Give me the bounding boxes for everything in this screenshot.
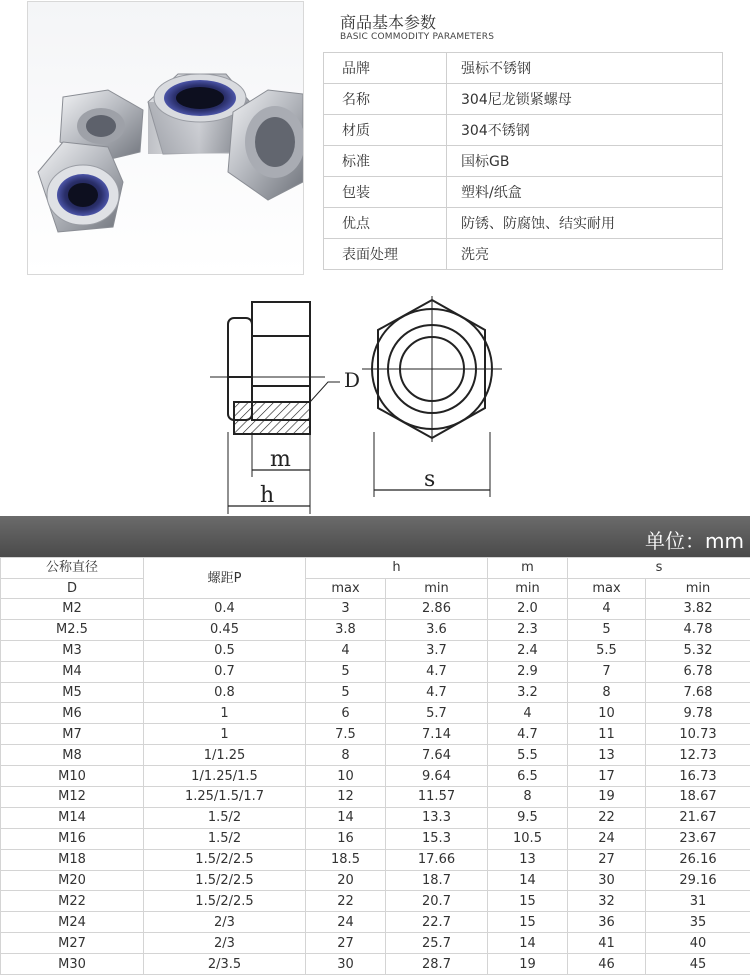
- h-max-cell: 5: [306, 682, 386, 703]
- param-key: 标准: [324, 146, 447, 177]
- s-min-cell: 16.73: [646, 766, 750, 787]
- product-photo: [27, 1, 304, 275]
- param-key: 表面处理: [324, 239, 447, 270]
- s-min-cell: 29.16: [646, 870, 750, 891]
- params-row: [324, 84, 723, 115]
- s-min-cell: 21.67: [646, 807, 750, 828]
- s-min-cell: 6.78: [646, 661, 750, 682]
- size-cell: M5: [1, 682, 144, 703]
- h-min-cell: 9.64: [386, 766, 488, 787]
- table-row: [1, 619, 750, 640]
- size-cell: M2: [1, 599, 144, 620]
- m-min-cell: 8: [488, 787, 568, 808]
- m-min-cell: 5.5: [488, 745, 568, 766]
- s-min-cell: 35: [646, 912, 750, 933]
- s-max-cell: 5: [568, 619, 646, 640]
- pitch-cell: 1.5/2: [144, 807, 306, 828]
- s-max-cell: 19: [568, 787, 646, 808]
- h-max-cell: 12: [306, 787, 386, 808]
- pitch-cell: 2/3: [144, 933, 306, 954]
- h-min-cell: 4.7: [386, 682, 488, 703]
- h-min-cell: 18.7: [386, 870, 488, 891]
- h-max-cell: 14: [306, 807, 386, 828]
- size-cell: M2.5: [1, 619, 144, 640]
- table-row: [1, 745, 750, 766]
- params-subtitle: BASIC COMMODITY PARAMETERS: [340, 32, 494, 42]
- s-min-cell: 18.67: [646, 787, 750, 808]
- table-row: [1, 849, 750, 870]
- params-row: [324, 53, 723, 84]
- m-min-cell: 9.5: [488, 807, 568, 828]
- s-min-cell: 5.32: [646, 640, 750, 661]
- h-min-cell: 15.3: [386, 828, 488, 849]
- s-max-cell: 36: [568, 912, 646, 933]
- h-min-cell: 3.6: [386, 619, 488, 640]
- size-cell: M6: [1, 703, 144, 724]
- pitch-cell: 2/3.5: [144, 954, 306, 975]
- param-value: 洗亮: [447, 239, 723, 270]
- h-min-cell: 20.7: [386, 891, 488, 912]
- pitch-cell: 0.8: [144, 682, 306, 703]
- s-min-cell: 12.73: [646, 745, 750, 766]
- h-max-cell: 20: [306, 870, 386, 891]
- header-h-min: min: [386, 578, 488, 599]
- table-row: [1, 766, 750, 787]
- m-min-cell: 4: [488, 703, 568, 724]
- h-min-cell: 7.64: [386, 745, 488, 766]
- pitch-cell: 1/1.25/1.5: [144, 766, 306, 787]
- s-max-cell: 5.5: [568, 640, 646, 661]
- h-max-cell: 3.8: [306, 619, 386, 640]
- h-min-cell: 2.86: [386, 599, 488, 620]
- unit-label: 单位：mm: [645, 525, 744, 554]
- header-m-min: min: [488, 578, 568, 599]
- s-max-cell: 27: [568, 849, 646, 870]
- param-key: 品牌: [324, 53, 447, 84]
- params-row: [324, 208, 723, 239]
- header-h: h: [306, 558, 488, 579]
- m-min-cell: 14: [488, 933, 568, 954]
- pitch-cell: 1.25/1.5/1.7: [144, 787, 306, 808]
- header-m: m: [488, 558, 568, 579]
- h-min-cell: 7.14: [386, 724, 488, 745]
- s-min-cell: 9.78: [646, 703, 750, 724]
- h-max-cell: 27: [306, 933, 386, 954]
- m-min-cell: 3.2: [488, 682, 568, 703]
- label-D: D: [344, 368, 360, 392]
- s-min-cell: 23.67: [646, 828, 750, 849]
- table-row: [1, 661, 750, 682]
- s-min-cell: 7.68: [646, 682, 750, 703]
- pitch-cell: 0.7: [144, 661, 306, 682]
- h-min-cell: 3.7: [386, 640, 488, 661]
- pitch-cell: 1: [144, 703, 306, 724]
- side-view: [210, 302, 340, 514]
- h-min-cell: 13.3: [386, 807, 488, 828]
- nut-technical-drawing: [190, 282, 540, 518]
- size-cell: M16: [1, 828, 144, 849]
- header-h-max: max: [306, 578, 386, 599]
- m-min-cell: 14: [488, 870, 568, 891]
- h-max-cell: 3: [306, 599, 386, 620]
- m-min-cell: 15: [488, 891, 568, 912]
- label-h: h: [260, 483, 274, 508]
- params-table: [323, 52, 723, 270]
- h-min-cell: 28.7: [386, 954, 488, 975]
- size-cell: M10: [1, 766, 144, 787]
- s-min-cell: 26.16: [646, 849, 750, 870]
- size-cell: M8: [1, 745, 144, 766]
- param-key: 材质: [324, 115, 447, 146]
- h-max-cell: 7.5: [306, 724, 386, 745]
- params-row: [324, 239, 723, 270]
- h-max-cell: 4: [306, 640, 386, 661]
- h-max-cell: 6: [306, 703, 386, 724]
- pitch-cell: 0.45: [144, 619, 306, 640]
- param-value: 防锈、防腐蚀、结实耐用: [447, 208, 723, 239]
- h-min-cell: 17.66: [386, 849, 488, 870]
- param-value: 国标GB: [447, 146, 723, 177]
- h-max-cell: 5: [306, 661, 386, 682]
- m-min-cell: 2.4: [488, 640, 568, 661]
- s-min-cell: 40: [646, 933, 750, 954]
- header-pitch: 螺距P: [144, 558, 306, 599]
- s-max-cell: 17: [568, 766, 646, 787]
- header-d-bottom: D: [1, 578, 144, 599]
- size-cell: M12: [1, 787, 144, 808]
- pitch-cell: 1: [144, 724, 306, 745]
- m-min-cell: 4.7: [488, 724, 568, 745]
- h-max-cell: 22: [306, 891, 386, 912]
- m-min-cell: 13: [488, 849, 568, 870]
- pitch-cell: 0.5: [144, 640, 306, 661]
- size-cell: M14: [1, 807, 144, 828]
- table-row: [1, 912, 750, 933]
- s-max-cell: 22: [568, 807, 646, 828]
- param-value: 强标不锈钢: [447, 53, 723, 84]
- table-row: [1, 682, 750, 703]
- pitch-cell: 1.5/2: [144, 828, 306, 849]
- table-row: [1, 870, 750, 891]
- header-d-top: 公称直径: [1, 558, 144, 579]
- s-min-cell: 10.73: [646, 724, 750, 745]
- h-min-cell: 11.57: [386, 787, 488, 808]
- s-max-cell: 8: [568, 682, 646, 703]
- label-m: m: [270, 447, 291, 472]
- table-row: [1, 599, 750, 620]
- size-cell: M4: [1, 661, 144, 682]
- table-row: [1, 724, 750, 745]
- nylon-lock-nuts-image: [28, 2, 303, 274]
- table-row: [1, 807, 750, 828]
- h-min-cell: 25.7: [386, 933, 488, 954]
- table-row: [1, 891, 750, 912]
- s-min-cell: 4.78: [646, 619, 750, 640]
- m-min-cell: 2.0: [488, 599, 568, 620]
- table-row: [1, 828, 750, 849]
- size-cell: M24: [1, 912, 144, 933]
- table-row: [1, 703, 750, 724]
- s-min-cell: 45: [646, 954, 750, 975]
- h-min-cell: 22.7: [386, 912, 488, 933]
- pitch-cell: 0.4: [144, 599, 306, 620]
- m-min-cell: 10.5: [488, 828, 568, 849]
- h-max-cell: 10: [306, 766, 386, 787]
- header-s: s: [568, 558, 750, 579]
- param-value: 304不锈钢: [447, 115, 723, 146]
- pitch-cell: 1.5/2/2.5: [144, 870, 306, 891]
- size-cell: M3: [1, 640, 144, 661]
- size-cell: M22: [1, 891, 144, 912]
- dimension-table: [0, 557, 750, 975]
- param-key: 包装: [324, 177, 447, 208]
- header-s-min: min: [646, 578, 750, 599]
- params-title: 商品基本参数: [340, 10, 436, 33]
- param-value: 塑料/纸盒: [447, 177, 723, 208]
- size-cell: M30: [1, 954, 144, 975]
- s-min-cell: 3.82: [646, 599, 750, 620]
- pitch-cell: 1.5/2/2.5: [144, 891, 306, 912]
- h-max-cell: 24: [306, 912, 386, 933]
- m-min-cell: 6.5: [488, 766, 568, 787]
- table-row: [1, 640, 750, 661]
- s-max-cell: 46: [568, 954, 646, 975]
- s-max-cell: 13: [568, 745, 646, 766]
- unit-header-bar: [0, 516, 750, 557]
- table-row: [1, 787, 750, 808]
- m-min-cell: 2.3: [488, 619, 568, 640]
- s-max-cell: 11: [568, 724, 646, 745]
- size-cell: M18: [1, 849, 144, 870]
- m-min-cell: 15: [488, 912, 568, 933]
- h-min-cell: 4.7: [386, 661, 488, 682]
- h-max-cell: 8: [306, 745, 386, 766]
- param-key: 优点: [324, 208, 447, 239]
- s-min-cell: 31: [646, 891, 750, 912]
- label-s: s: [424, 467, 435, 492]
- h-min-cell: 5.7: [386, 703, 488, 724]
- params-row: [324, 115, 723, 146]
- param-key: 名称: [324, 84, 447, 115]
- s-max-cell: 4: [568, 599, 646, 620]
- s-max-cell: 10: [568, 703, 646, 724]
- pitch-cell: 2/3: [144, 912, 306, 933]
- m-min-cell: 2.9: [488, 661, 568, 682]
- params-row: [324, 146, 723, 177]
- pitch-cell: 1/1.25: [144, 745, 306, 766]
- size-cell: M20: [1, 870, 144, 891]
- s-max-cell: 32: [568, 891, 646, 912]
- table-row: [1, 954, 750, 975]
- m-min-cell: 19: [488, 954, 568, 975]
- table-row: [1, 933, 750, 954]
- s-max-cell: 7: [568, 661, 646, 682]
- s-max-cell: 30: [568, 870, 646, 891]
- header-s-max: max: [568, 578, 646, 599]
- s-max-cell: 24: [568, 828, 646, 849]
- h-max-cell: 18.5: [306, 849, 386, 870]
- size-cell: M7: [1, 724, 144, 745]
- pitch-cell: 1.5/2/2.5: [144, 849, 306, 870]
- params-row: [324, 177, 723, 208]
- h-max-cell: 16: [306, 828, 386, 849]
- size-cell: M27: [1, 933, 144, 954]
- param-value: 304尼龙锁紧螺母: [447, 84, 723, 115]
- h-max-cell: 30: [306, 954, 386, 975]
- s-max-cell: 41: [568, 933, 646, 954]
